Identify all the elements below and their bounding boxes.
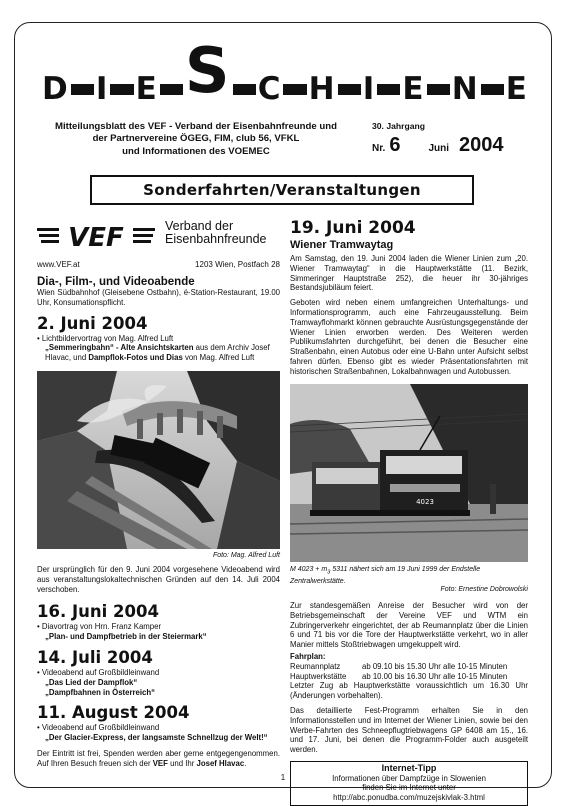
logo-letter: E	[505, 71, 528, 107]
event-type: • Videoabend auf Großbildleinwand	[37, 723, 280, 733]
event-date: 14. Juli 2004	[37, 647, 153, 667]
section-banner: Sonderfahrten/Veranstaltungen	[90, 175, 474, 205]
logo-letter: E	[135, 71, 158, 107]
logo-letter: E	[402, 71, 425, 107]
closing-org: VEF	[152, 758, 168, 768]
issue-year: 2004	[459, 134, 504, 156]
page-number: 1	[280, 773, 286, 782]
event-title: „Semmeringbahn“ - Alte Ansichtskarten	[45, 343, 194, 353]
jahrgang: 30. Jahrgang	[372, 121, 426, 131]
vef-name	[165, 220, 266, 246]
event-title: „Der Glacier-Express, der langsamste Schnellzug der Welt!“	[45, 733, 268, 743]
event-text: von Mag. Alfred Luft	[182, 353, 255, 363]
tipp-line: finden Sie im Internet unter	[362, 783, 456, 793]
schedule-note: Der ursprünglich für den 9. Juni 2004 vorgesehene Videoabend wird aus veranstaltungslokaltechnischen Gründen auf den 14. Juli 2004 verschoben.	[37, 564, 280, 594]
vef-logo-text: VEF	[68, 223, 124, 252]
left-column	[37, 218, 280, 769]
tipp-title: Internet-Tipp	[381, 762, 437, 773]
fahrplan-heading: Fahrplan:	[290, 651, 326, 661]
die-schiene-logo	[40, 36, 530, 114]
logo-letters	[40, 34, 530, 107]
closing-text: und Ihr	[167, 758, 197, 768]
article-paragraph: Geboten wird neben einem umfangreichen Unterhaltungs- und Informationsprogramm, auch eine Fahrzeugausstellung. Beim Tramwayflohmarkt können gebrauchte Ausrüstungsgegenstände der Wiener Linien erworben werden. Des Weiteren werden Publikumsfahrten durchgeführt, bei denen die Besucher eine Straßenbahn, einen Autobus oder eine U-Bahn unter Aufsicht selbst fahren dürfen. Ebenso gibt es wieder Präsentationsfahrten mit historischen Straßenbahnen, Lokalbahnwagen und Autobussen.	[290, 298, 528, 376]
event-title: „Das Lied der Dampflok“	[45, 677, 138, 687]
video-location: Wien Südbahnhof (Gleisebene Ostbahn), é-Station-Restaurant, 19.00 Uhr, Konsumationspflicht.	[37, 288, 280, 307]
event-date: 2. Juni 2004	[37, 313, 148, 333]
logo-letter: N	[451, 71, 479, 107]
logo-letter: S	[184, 34, 231, 107]
article-paragraph: Das detaillierte Fest-Programm erhalten Sie in den Informationsstellen und im Internet der Wiener Linien, sowie bei den Werbe-Fahrten des Schneepflugtriebwagens GP 6408 am 15., 16. und 17. Juni, bei denen die Programm-Folder auch ausgeteilt werden.	[290, 705, 528, 755]
issue-info	[372, 121, 532, 157]
fahrplan-place: Hauptwerkstätte	[290, 671, 347, 681]
article-paragraph: Am Samstag, den 19. Juni 2004 laden die Wiener Linien zum „20. Wiener Tramwaytag“ in die Hauptwerkstätte (11. Bezirk, Simmeringer Hauptstraße 252), die heuer ihr 30-jähriges Bestandsjubiläum feiert.	[290, 254, 528, 293]
fahrplan-place: Reumannplatz	[290, 661, 341, 671]
event-speaker: • Lichtbildervortrag von Mag. Alfred Luft	[37, 334, 280, 344]
event-text: aus dem Archiv Josef Hlavac, und	[45, 343, 270, 363]
event-date: 11. August 2004	[37, 703, 190, 723]
logo-letter: C	[257, 71, 282, 107]
event-title: Dampflok-Fotos und Dias	[88, 353, 183, 363]
internet-tipp-box	[290, 761, 528, 806]
event-description	[37, 343, 280, 363]
vef-name-line: Verband der	[165, 219, 234, 233]
logo-letter: H	[308, 71, 336, 107]
fahrplan-time: ab 10.00 bis 16.30 Uhr alle 10-15 Minuten	[362, 671, 508, 681]
issue-month: Juni	[428, 143, 450, 154]
org-line: der Partnervereine ÖGEG, FIM, club 56, VFKL	[92, 133, 300, 145]
logo-letter: I	[95, 71, 109, 107]
right-column	[290, 218, 528, 806]
vef-contact	[37, 260, 280, 269]
closing-text: .	[244, 758, 247, 768]
closing-note	[37, 749, 280, 769]
fahrplan-row	[290, 662, 528, 672]
fahrplan-note: Letzter Zug ab Hauptwerkstätte voraussichtlich um 16.30 Uhr (Änderungen vorbehalten).	[290, 681, 528, 701]
vef-name-line: Eisenbahnfreunde	[165, 232, 267, 246]
logo-letter: D	[42, 71, 69, 107]
tram-number: 4023	[416, 497, 434, 506]
tram-photo-caption	[290, 565, 528, 586]
vef-address: 1203 Wien, Postfach 28	[195, 260, 280, 269]
event-title: „Dampfbahnen in Österreich“	[45, 687, 156, 697]
issue-number: 6	[389, 134, 401, 156]
org-line: Mitteilungsblatt des VEF - Verband der Eisenbahnfreunde und	[55, 121, 337, 132]
event-date: 19. Juni 2004	[290, 218, 416, 238]
event-title: „Plan- und Dampfbetrieb in der Steiermark“	[45, 632, 207, 642]
caption-text: 5311 nähert sich am 19 Juni 1999 der Endstelle Zentralwerkstätte.	[290, 565, 481, 585]
event-speaker: • Diavortrag von Hrn. Franz Kamper	[37, 622, 280, 632]
caption-text: M 4023 + m	[290, 565, 328, 573]
closing-person: Josef Hlavac	[196, 758, 245, 768]
event-type: • Videoabend auf Großbildleinwand	[37, 668, 280, 678]
tram-photo	[290, 384, 528, 562]
org-line: und Informationen des VOEMEC	[122, 145, 270, 157]
photo-caption: Foto: Mag. Alfred Luft	[212, 551, 280, 559]
steam-train-photo	[37, 371, 280, 549]
video-heading: Dia-, Film-, und Videoabende	[37, 276, 195, 288]
caption-subscript: 3	[327, 568, 331, 575]
tipp-line: Informationen über Dampfzüge in Slowenien	[332, 773, 486, 783]
fahrplan-row	[290, 672, 528, 682]
tipp-link[interactable]: http://abc.ponudba.com/muzejskivlak-3.html	[333, 792, 485, 802]
masthead-org	[30, 121, 362, 158]
issue-nr-label: Nr.	[372, 143, 386, 154]
event-subtitle: Wiener Tramwaytag	[290, 239, 394, 251]
vef-logo	[37, 222, 155, 252]
closing-text: Der Eintritt ist frei, Spenden werden aber gerne entgegengenommen. Auf Ihren Besuch freuen sich der	[37, 748, 280, 768]
logo-letter: I	[362, 71, 376, 107]
fahrplan-time: ab 09.10 bis 15.30 Uhr alle 10-15 Minuten	[362, 661, 508, 671]
vef-website[interactable]: www.VEF.at	[37, 260, 80, 269]
event-date: 16. Juni 2004	[37, 602, 159, 622]
article-paragraph: Zur standesgemäßen Anreise der Besucher wird von der Betriebsgemeinschaft der Vereine VEF und WTM ein Zubringerverkehr eingerichtet, der ab Reumannplatz über die Linien 6 und 71 bis vor die Tore der Hauptwerkstätte verkehrt, wo in aller Manier mittels Stoßtriebwagen umgekuppelt wird.	[290, 600, 528, 650]
vef-header	[37, 218, 280, 256]
tram-photo-credit: Foto: Ernestine Dobrowolski	[440, 585, 528, 593]
